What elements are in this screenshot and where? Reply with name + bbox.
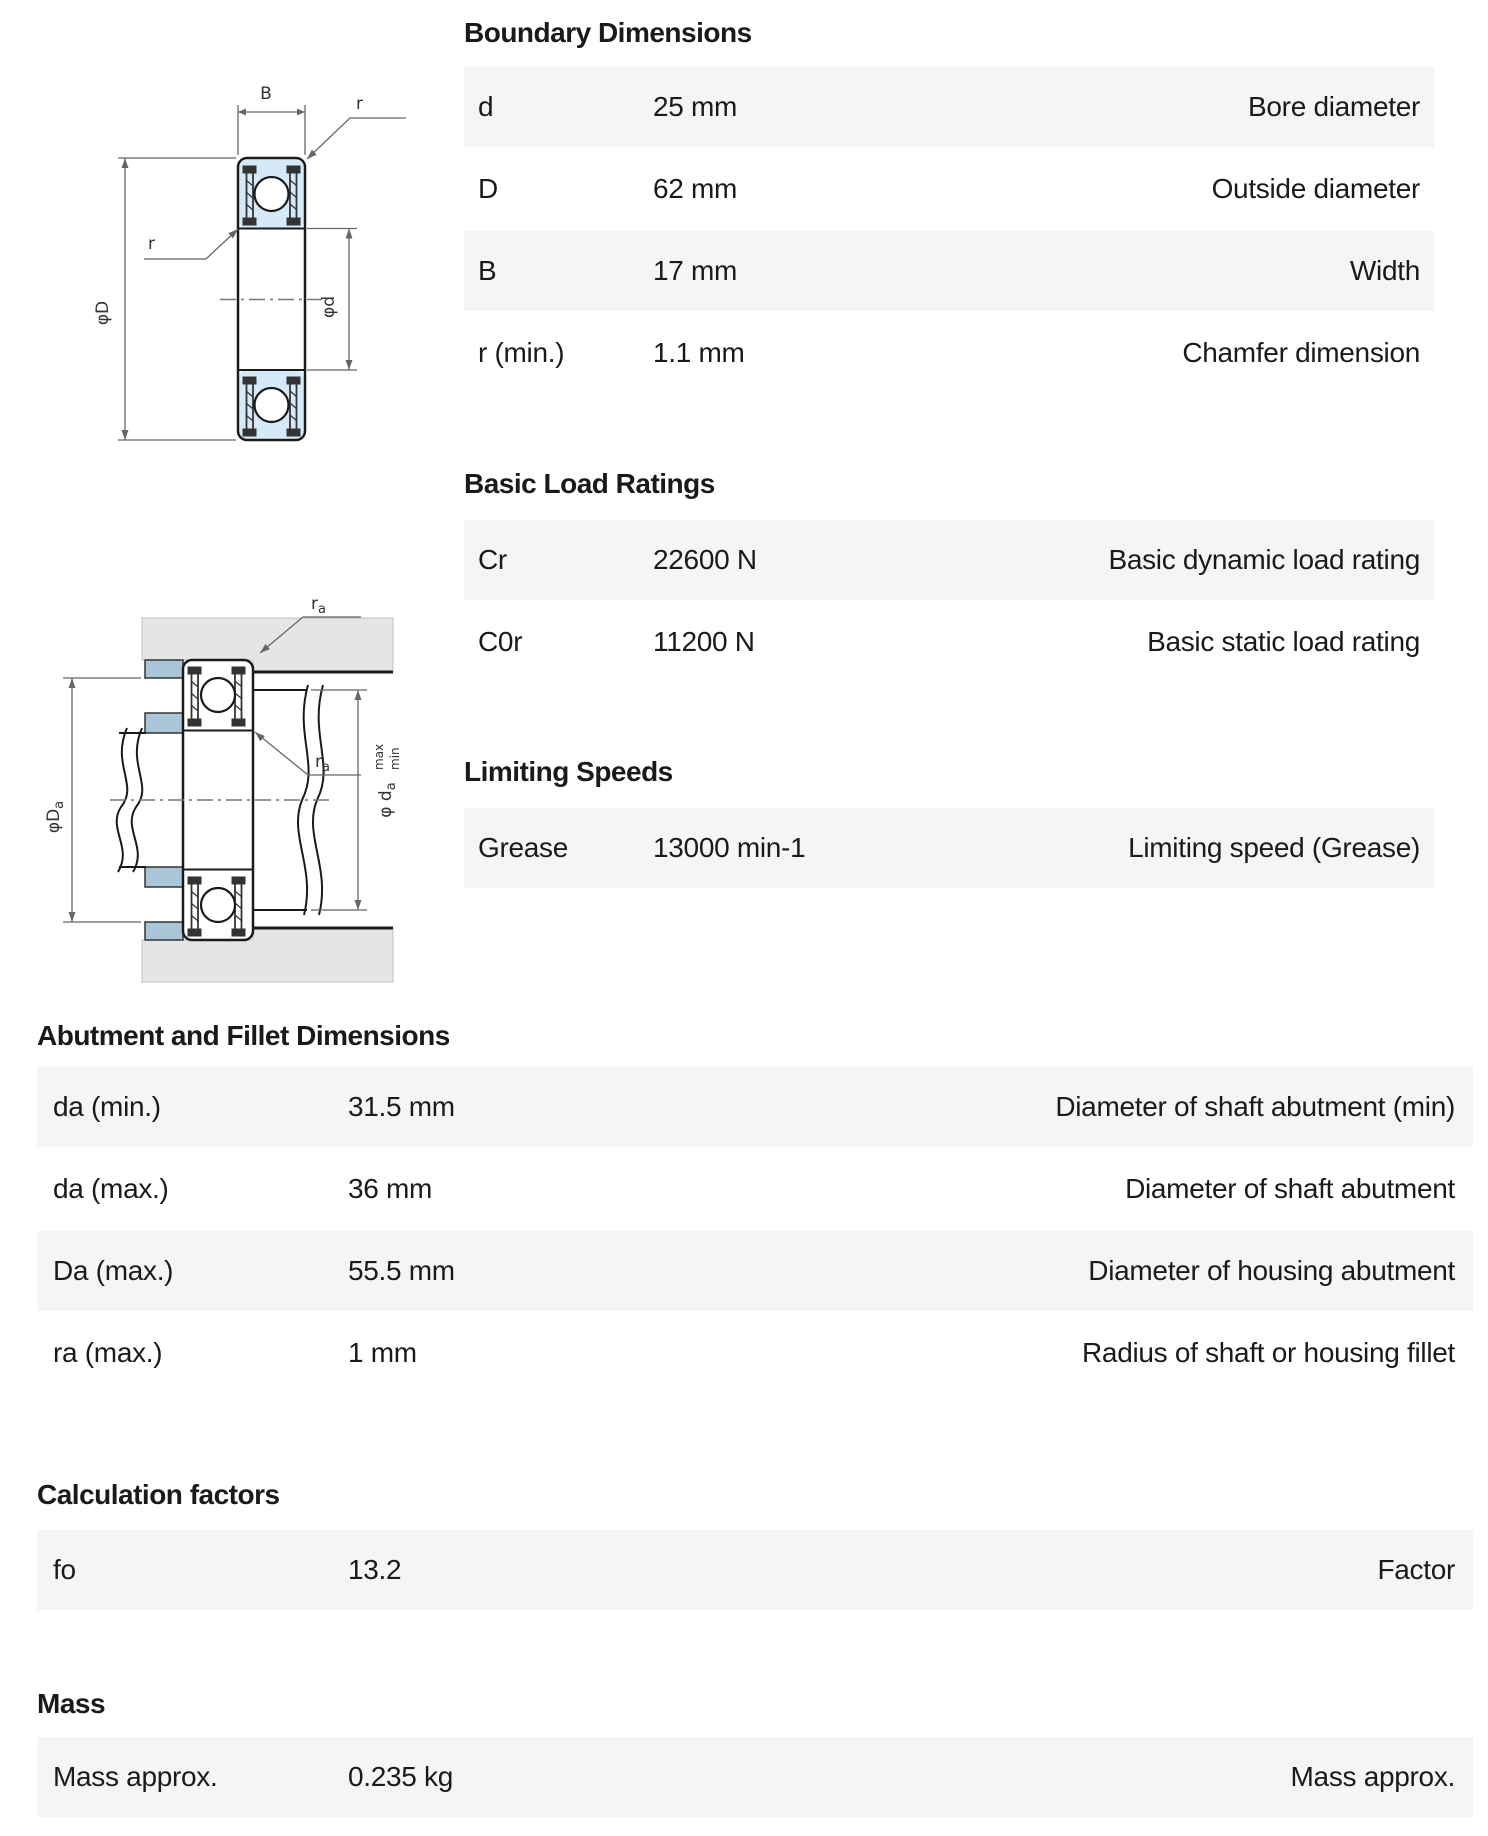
basic-load-ratings-table xyxy=(464,520,1434,684)
row-description: Diameter of shaft abutment xyxy=(1125,1173,1455,1204)
table-row xyxy=(37,1231,1473,1311)
mass-table xyxy=(37,1737,1473,1819)
row-symbol: Grease xyxy=(478,832,569,863)
row-value: 13000 min-1 xyxy=(653,832,806,863)
row-symbol: ra (max.) xyxy=(53,1337,163,1368)
row-symbol: D xyxy=(478,173,498,204)
svg-text:min: min xyxy=(388,747,402,770)
table-row xyxy=(37,1530,1473,1610)
section-title-calculation-factors: Calculation factors xyxy=(37,1479,280,1510)
row-symbol: Mass approx. xyxy=(53,1761,218,1792)
section-title-limiting-speeds: Limiting Speeds xyxy=(464,756,673,787)
svg-text:φ da: φ $d_a$ xyxy=(376,782,399,818)
section-title-boundary-dimensions: Boundary Dimensions xyxy=(464,17,752,48)
row-symbol: d xyxy=(478,91,494,122)
table-row xyxy=(37,1737,1473,1817)
table-row xyxy=(464,67,1434,147)
row-symbol: r (min.) xyxy=(478,337,565,368)
row-description: Basic static load rating xyxy=(1147,626,1420,657)
row-value: 22600 N xyxy=(653,544,757,575)
table-row xyxy=(464,520,1434,600)
section-title-basic-load-ratings: Basic Load Ratings xyxy=(464,468,715,499)
row-symbol: da (min.) xyxy=(53,1091,161,1122)
outside-diameter-dimension xyxy=(118,158,236,440)
row-value: 55.5 mm xyxy=(348,1255,455,1286)
fillet-label-middle: $r_a$ xyxy=(315,752,330,775)
width-label: B xyxy=(260,84,272,104)
row-value: 17 mm xyxy=(653,255,738,286)
row-value: 0.235 kg xyxy=(348,1761,454,1792)
row-description: Outside diameter xyxy=(1211,173,1420,204)
row-value: 13.2 xyxy=(348,1554,402,1585)
table-row xyxy=(37,1149,1473,1229)
row-value: 1 mm xyxy=(348,1337,417,1368)
chamfer-label-left: r xyxy=(148,234,155,254)
row-description: Factor xyxy=(1377,1554,1455,1585)
abutment-fillet-table xyxy=(37,1067,1473,1395)
table-row xyxy=(464,602,1434,682)
chamfer-leader-top xyxy=(307,118,406,159)
row-symbol: da (max.) xyxy=(53,1173,169,1204)
row-description: Diameter of housing abutment xyxy=(1088,1255,1455,1286)
table-row xyxy=(464,231,1434,311)
table-row xyxy=(37,1313,1473,1393)
table-row xyxy=(464,149,1434,229)
bearing-mounting-diagram xyxy=(15,585,435,1005)
bore-diameter-label: φd xyxy=(319,295,339,319)
row-value: 31.5 mm xyxy=(348,1091,455,1122)
table-row xyxy=(464,313,1434,393)
calculation-factors-table xyxy=(37,1530,1473,1612)
section-title-mass: Mass xyxy=(37,1688,106,1719)
chamfer-label-top: r xyxy=(356,94,363,114)
row-description: Radius of shaft or housing fillet xyxy=(1082,1337,1455,1368)
row-symbol: Da (max.) xyxy=(53,1255,174,1286)
row-value: 62 mm xyxy=(653,173,738,204)
bearing-cross-section-diagram xyxy=(60,55,420,455)
row-value: 36 mm xyxy=(348,1173,433,1204)
row-description: Chamfer dimension xyxy=(1182,337,1420,368)
svg-text:max: max xyxy=(372,743,386,770)
shaft-abutment-label xyxy=(372,744,402,818)
row-description: Bore diameter xyxy=(1248,91,1420,122)
row-description: Limiting speed (Grease) xyxy=(1128,832,1420,863)
row-symbol: B xyxy=(478,255,497,286)
table-row xyxy=(464,808,1434,888)
section-title-abutment-fillet: Abutment and Fillet Dimensions xyxy=(37,1020,450,1051)
row-symbol: C0r xyxy=(478,626,523,657)
row-description: Mass approx. xyxy=(1290,1761,1455,1792)
housing-abutment-label: $\varphi D_a$ xyxy=(44,800,67,834)
row-symbol: fo xyxy=(53,1554,76,1585)
chamfer-leader-left xyxy=(144,229,238,259)
table-row xyxy=(37,1067,1473,1147)
row-description: Width xyxy=(1349,255,1420,286)
boundary-dimensions-table xyxy=(464,67,1434,395)
outside-diameter-label: φD xyxy=(93,300,113,326)
width-dimension xyxy=(238,105,305,155)
row-description: Basic dynamic load rating xyxy=(1108,544,1420,575)
housing-abutment-dimension xyxy=(63,678,141,922)
row-value: 11200 N xyxy=(653,626,755,657)
fillet-label-top: $r_a$ xyxy=(311,594,326,617)
row-value: 1.1 mm xyxy=(653,337,745,368)
row-description: Diameter of shaft abutment (min) xyxy=(1055,1091,1455,1122)
limiting-speeds-table xyxy=(464,808,1434,890)
row-value: 25 mm xyxy=(653,91,738,122)
row-symbol: Cr xyxy=(478,544,507,575)
